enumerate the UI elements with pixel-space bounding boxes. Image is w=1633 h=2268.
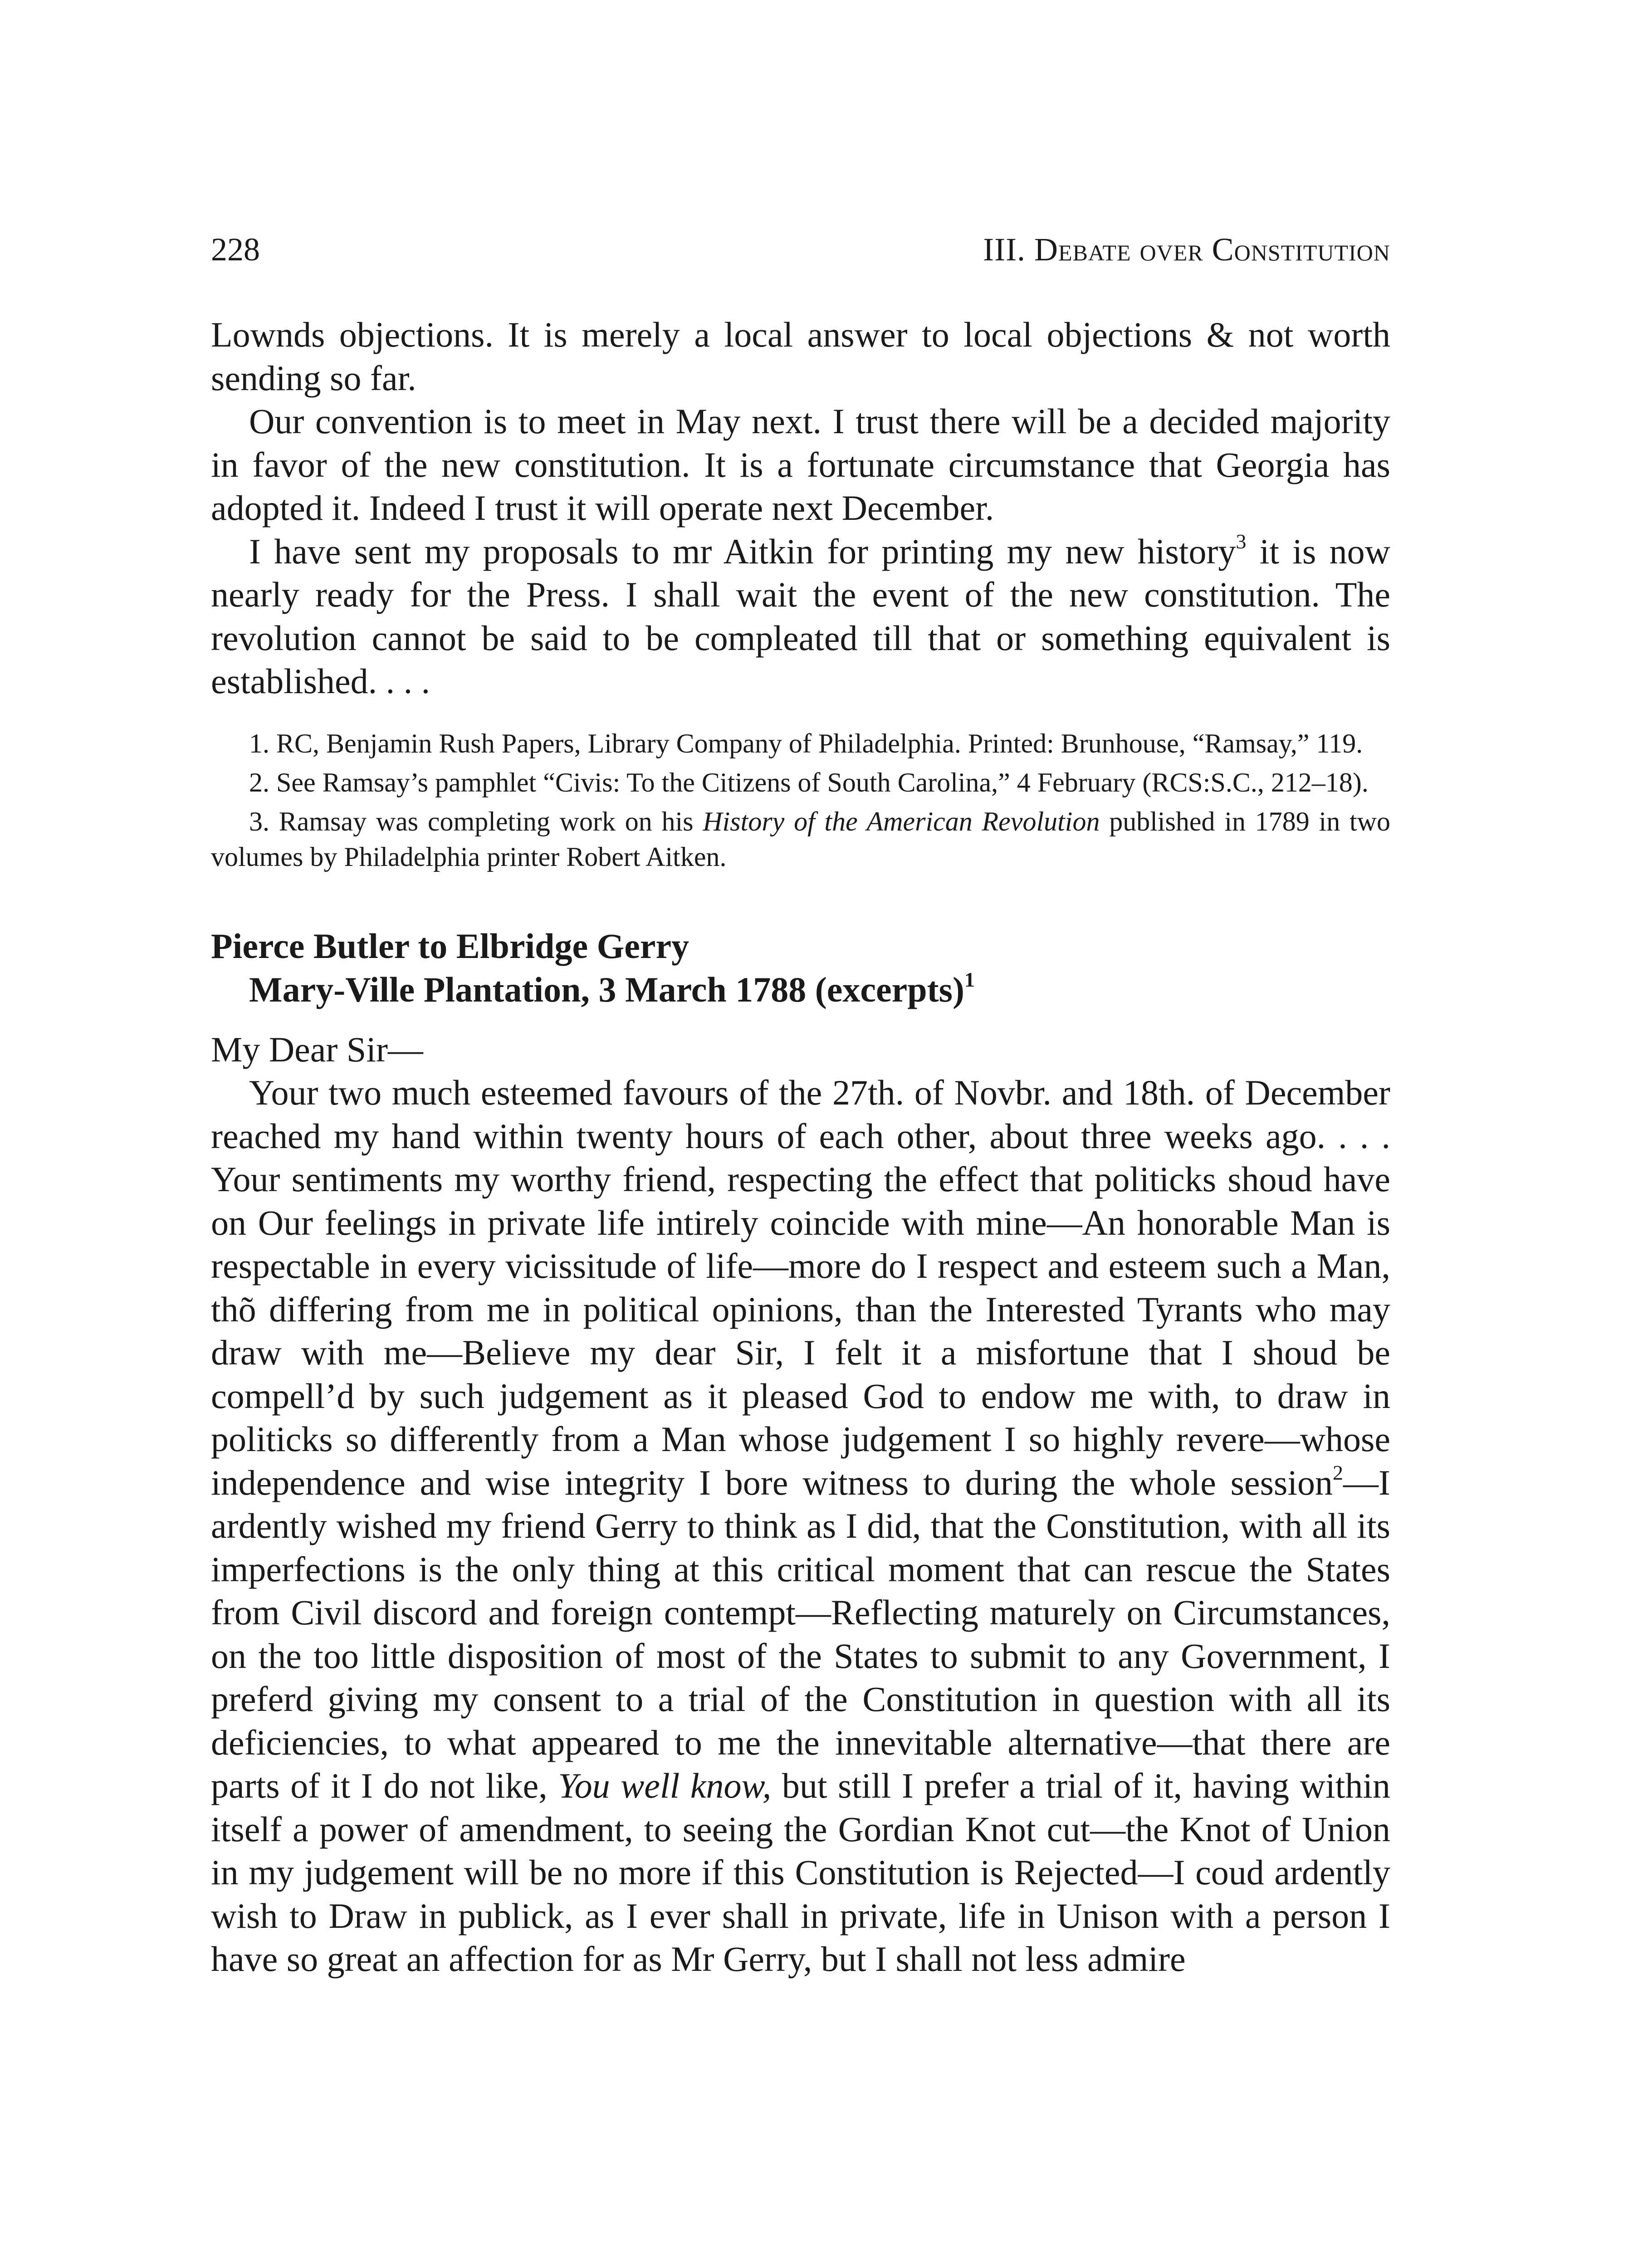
page-number: 228 bbox=[211, 231, 260, 268]
paragraph bbox=[211, 530, 1390, 703]
running-head bbox=[211, 227, 1390, 272]
document-page bbox=[211, 227, 1390, 1981]
text-run: I have sent my proposals to mr Aitkin for printing my new history bbox=[249, 531, 1236, 571]
footnote bbox=[211, 804, 1390, 875]
heading-line: Pierce Butler to Elbridge Gerry bbox=[211, 926, 689, 966]
book-title: History of the American Revolution bbox=[703, 806, 1100, 836]
heading-line bbox=[211, 968, 1390, 1012]
butler-letter bbox=[211, 1028, 1390, 1981]
text-run: 3. Ramsay was completing work on his bbox=[249, 806, 703, 836]
paragraph: Our convention is to meet in May next. I trust there will be a decided majority in favor of the new constitution. It is a fortunate circumstance that Georgia has adopted it. Indeed I trust it will operate next December. bbox=[211, 401, 1390, 528]
ramsay-letter-end bbox=[211, 313, 1390, 703]
heading-place-date: Mary-Ville Plantation, 3 March 1788 (excerpts) bbox=[249, 969, 964, 1009]
footnote-ref: 3 bbox=[1236, 529, 1247, 553]
footnote: 1. RC, Benjamin Rush Papers, Library Company of Philadelphia. Printed: Brunhouse, “Ramsay,” 119. bbox=[249, 728, 1363, 758]
running-title: III. Debate over Constitution bbox=[983, 231, 1390, 268]
text-run: —I ardently wished my friend Gerry to think as I did, that the Constitution, with all its imperfections is the only thing at this critical moment that can rescue the States from Civil discord and foreign contempt—Reflecting maturely on Circumstances, on the too little disposition of most of the States to submit to any Government, I preferd giving my consent to a trial of the Constitution in question with all its deficiencies, to what appeared to me the innevitable alternative—that there are parts of it I do not like, bbox=[211, 1462, 1390, 1805]
footnote-ref: 2 bbox=[1333, 1461, 1344, 1484]
text-run: but still I prefer a trial of it, having within itself a power of amendment, to seeing the Gordian Knot cut—the Knot of Union in my judgement will be no more if this Constitution is Rejected—I coud ardently wish to Draw in publick, as I ever shall in private, life in Unison with a person I have so great an affection for as Mr Gerry, but I shall not less admire bbox=[211, 1766, 1390, 1979]
footnote-ref: 1 bbox=[964, 968, 975, 991]
footnotes bbox=[211, 726, 1390, 875]
paragraph: Lownds objections. It is merely a local answer to local objections & not worth sending so far. bbox=[211, 315, 1390, 398]
document-heading bbox=[211, 924, 1390, 1012]
text-run: it is now nearly ready for the Press. I shall wait the event of the new constitution. The revolution cannot be said to be compleated till that or something equivalent is established. . . . bbox=[211, 531, 1390, 701]
footnote: 2. See Ramsay’s pamphlet “Civis: To the Citizens of South Carolina,” 4 February (RCS:S.C., 212–18). bbox=[249, 767, 1369, 797]
text-run: Your two much esteemed favours of the 27th. of Novbr. and 18th. of December reached my hand within twenty hours of each other, about three weeks ago. . . . Your sentiments my worthy friend, respecting the effect that politicks shoud have on Our feelings in private life intirely coincide with mine—An honorable Man is respectable in every vicissitude of life—more do I respect and esteem such a Man, thõ differing from me in political opinions, than the Interested Tyrants who may draw with me—Believe my dear Sir, I felt it a misfortune that I shoud be compell’d by such judgement as it pleased God to endow me with, to draw in politicks so differently from a Man whose judgement I so highly revere—whose independence and wise integrity I bore witness to during the whole session bbox=[211, 1073, 1390, 1502]
text-run: published in 1789 in two volumes by Philadelphia printer Robert Aitken. bbox=[211, 806, 1390, 872]
salutation: My Dear Sir— bbox=[211, 1029, 423, 1069]
paragraph bbox=[211, 1071, 1390, 1981]
emphasis: You well know, bbox=[558, 1766, 772, 1805]
